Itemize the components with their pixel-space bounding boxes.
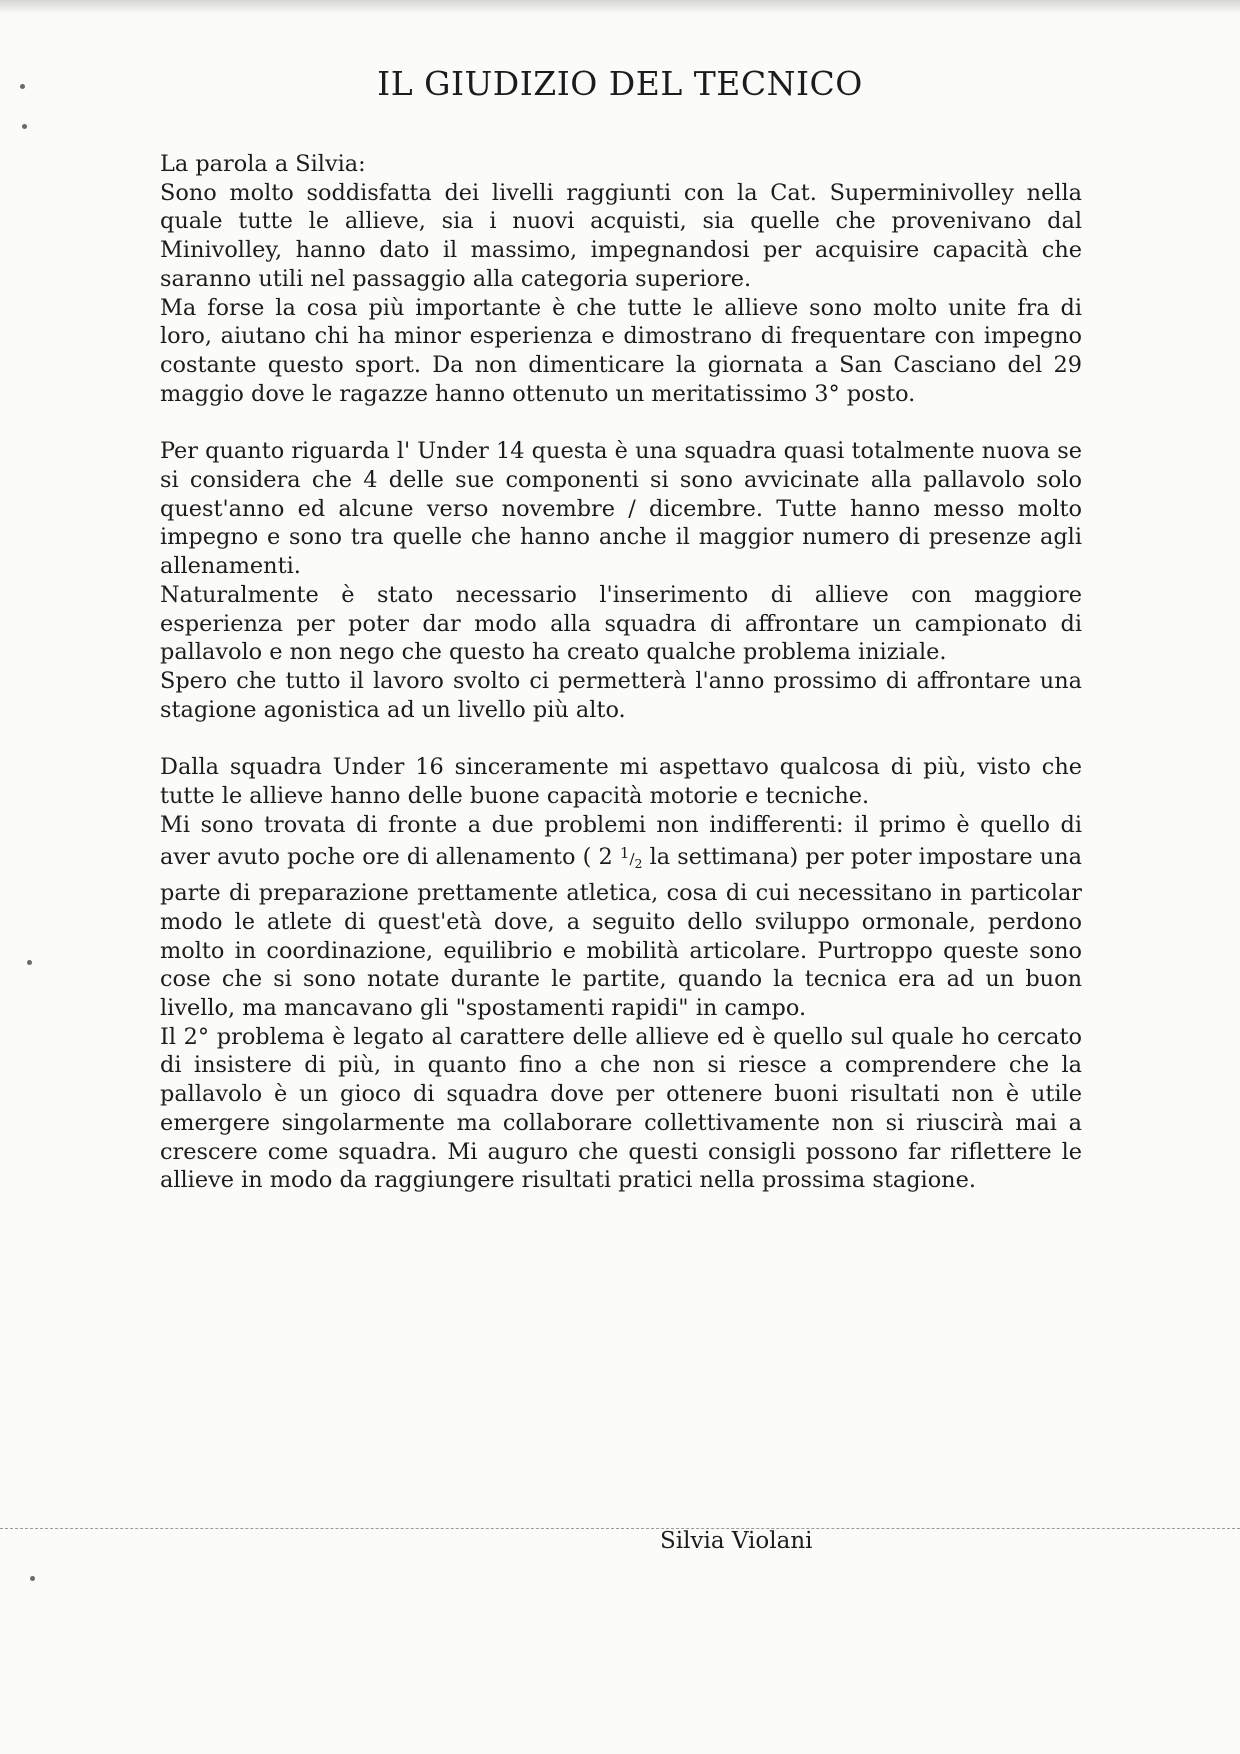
fraction-denominator: 2 [634,856,643,872]
scan-speck [30,1576,35,1581]
scan-speck [27,960,32,965]
paragraph: Spero che tutto il lavoro svolto ci permetterà l'anno prossimo di affrontare una stagione agonistica ad un livello più alto. [160,667,1082,723]
fraction-numerator: 1 [619,844,630,863]
paragraph: Sono molto soddisfatta dei livelli raggiunti con la Cat. Superminivolley nella quale tutte le allieve, sia i nuovi acquisti, sia quelle che provenivano dal Minivolley, hanno dato il massimo, impegnandosi per acquisire capacità che saranno utili nel passaggio alla categoria superiore. [160,179,1082,292]
paragraph: Per quanto riguarda l' Under 14 questa è una squadra quasi totalmente nuova se si considera che 4 delle sue componenti si sono avvicinate alla pallavolo solo quest'anno ed alcune verso novembre / dicembre. Tutte hanno messo molto impegno e sono tra quelle che hanno anche il maggior numero di presenze agli allenamenti. [160,438,1082,580]
paragraph-gap [160,724,1082,753]
document-title: IL GIUDIZIO DEL TECNICO [377,64,863,103]
text-run: Mi sono trovata di fronte a due problemi non indifferenti: il primo è quello di aver avuto poche ore di allenamento ( 2 [160,811,1082,871]
fraction: $^1/_2$ [619,844,643,872]
intro-line: La parola a Silvia: [160,151,366,177]
signature: Silvia Violani [660,1528,813,1554]
document-body [160,150,1082,1195]
paragraph: Dalla squadra Under 16 sinceramente mi aspettavo qualcosa di più, visto che tutte le allieve hanno delle buone capacità motorie e tecniche. [160,754,1082,810]
divider-line [0,1528,1240,1529]
scan-speck [22,124,27,129]
paragraph: Naturalmente è stato necessario l'inserimento di allieve con maggiore esperienza per poter dar modo alla squadra di affrontare un campionato di pallavolo e non nego che questo ha creato qualche problema iniziale. [160,581,1082,666]
paragraph-with-fraction [160,811,1082,1023]
paragraph-gap [160,408,1082,437]
text-run: la settimana) per poter impostare una parte di preparazione prettamente atletica, cosa di cui necessitano in particolar modo le atlete di quest'età dove, a seguito dello sviluppo ormonale, perdono molto in coordinazione, equilibrio e mobilità articolare. Purtroppo queste sono cose che si sono notate durante le partite, quando la tecnica era ad un buon livello, ma mancavano gli "spostamenti rapidi" in campo. [160,844,1082,1021]
paragraph: Il 2° problema è legato al carattere delle allieve ed è quello sul quale ho cercato di insistere di più, in quanto fino a che non si riesce a comprendere che la pallavolo è un gioco di squadra dove per ottenere buoni risultati non è utile emergere singolarmente ma collaborare collettivamente non si riuscirà mai a crescere come squadra. Mi auguro che questi consigli possono far riflettere le allieve in modo da raggiungere risultati pratici nella prossima stagione. [160,1023,1082,1194]
scan-edge [0,0,1240,14]
paragraph: Ma forse la cosa più importante è che tutte le allieve sono molto unite fra di loro, aiutano chi ha minor esperienza e dimostrano di frequentare con impegno costante questo sport. Da non dimenticare la giornata a San Casciano del 29 maggio dove le ragazze hanno ottenuto un meritatissimo 3° posto. [160,294,1082,407]
